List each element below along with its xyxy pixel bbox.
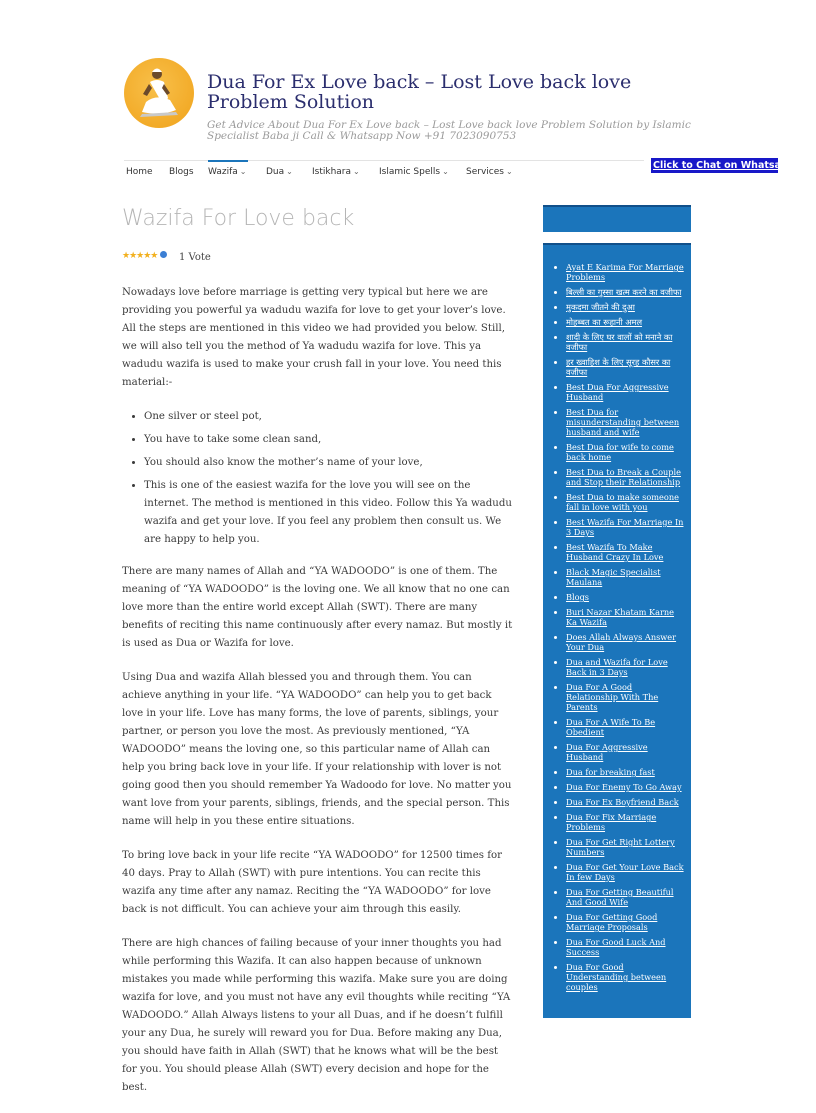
sidebar-link[interactable]: Dua For Ex Boyfriend Back xyxy=(566,797,679,807)
sidebar-link[interactable]: Best Dua for misunderstanding between husband and wife xyxy=(566,407,680,437)
sidebar-links-widget xyxy=(543,243,691,1018)
sidebar-link[interactable]: बिल्ली का गुस्सा खत्म करने का वजीफा xyxy=(566,287,682,297)
sidebar-link[interactable]: Best Dua For Aggressive Husband xyxy=(566,382,669,402)
chevron-down-icon: ⌄ xyxy=(505,167,513,176)
sidebar-link-item[interactable] xyxy=(566,262,685,282)
sidebar-widget-header xyxy=(543,205,691,232)
sidebar-link-item[interactable] xyxy=(566,382,685,402)
sidebar-link-item[interactable] xyxy=(566,767,685,777)
sidebar-link[interactable]: Dua For Get Right Lottery Numbers xyxy=(566,837,675,857)
list-item: • You have to take some clean sand, xyxy=(144,431,514,449)
list-item: • This is one of the easiest wazifa for the love you will see on the internet. The method is mentioned in this video. Follow this Ya wadudu wazifa and get your love. If you feel any problem then consult us. We are happy to help you. xyxy=(144,477,514,549)
sidebar-link-list xyxy=(566,262,685,992)
article-body xyxy=(122,284,514,1113)
sidebar-link-item[interactable] xyxy=(566,632,685,652)
nav-item-istikhara[interactable]: Istikhara ⌄ xyxy=(312,167,360,177)
sidebar-link-item[interactable] xyxy=(566,592,685,602)
sidebar-link-item[interactable] xyxy=(566,607,685,627)
sidebar-link-item[interactable] xyxy=(566,442,685,462)
chevron-down-icon: ⌄ xyxy=(442,167,449,176)
sidebar-link-item[interactable] xyxy=(566,492,685,512)
nav-item-services[interactable]: Services ⌄ xyxy=(466,167,513,177)
sidebar-link[interactable]: Dua For Enemy To Go Away xyxy=(566,782,682,792)
sidebar-link-item[interactable] xyxy=(566,717,685,737)
sidebar-link[interactable]: शादी के लिए घर वालों को मनाने का वजीफा xyxy=(566,332,673,352)
sidebar-link-item[interactable] xyxy=(566,782,685,792)
nav-item-islamic-spells[interactable]: Islamic Spells ⌄ xyxy=(379,167,449,177)
site-description: Get Advice About Dua For Ex Love back – Lost Love back love Problem Solution by Islamic Specialist Baba ji Call & Whatsapp Now +91 7023090753 xyxy=(207,119,691,142)
chevron-down-icon: ⌄ xyxy=(353,167,360,176)
sidebar-link[interactable]: Dua for breaking fast xyxy=(566,767,655,777)
sidebar-link[interactable]: Dua For A Wife To Be Obedient xyxy=(566,717,656,737)
sidebar-link-item[interactable] xyxy=(566,467,685,487)
sidebar-link-item[interactable] xyxy=(566,937,685,957)
sidebar-link-item[interactable] xyxy=(566,407,685,437)
sidebar-link-item[interactable] xyxy=(566,797,685,807)
sidebar-link[interactable]: Best Dua for wife to come back home xyxy=(566,442,674,462)
sidebar-link[interactable]: Dua and Wazifa for Love Back in 3 Days xyxy=(566,657,668,677)
sidebar-link-item[interactable] xyxy=(566,302,685,312)
site-title[interactable]: Dua For Ex Love back – Lost Love back love Problem Solution xyxy=(207,71,632,113)
sidebar-link-item[interactable] xyxy=(566,332,685,352)
sidebar-link-item[interactable] xyxy=(566,682,685,712)
page-title: Wazifa For Love back xyxy=(122,206,355,231)
nav-item-home[interactable]: Home xyxy=(126,167,153,177)
sidebar-link[interactable]: Dua For A Good Relationship With The Parents xyxy=(566,682,659,712)
sidebar-link[interactable]: Dua For Aggressive Husband xyxy=(566,742,648,762)
info-icon[interactable] xyxy=(160,251,167,258)
sidebar-link-item[interactable] xyxy=(566,812,685,832)
sidebar-link[interactable]: हर ख्वाहिश के लिए सूरह कौसर का वजीफा xyxy=(566,357,671,377)
praying-man-logo-icon[interactable] xyxy=(124,58,194,128)
list-item: • One silver or steel pot, xyxy=(144,408,514,426)
paragraph: There are many names of Allah and “YA WADOODO” is one of them. The meaning of “YA WADOODO” is the loving one. We all know that no one can love more than the entire world except Allah (SWT). There are many benefits of reciting this name continuously after every namaz. But mostly it is used as Dua or Wazifa for love. xyxy=(122,566,513,649)
sidebar-link[interactable]: Black Magic Specialist Maulana xyxy=(566,567,661,587)
sidebar-link[interactable]: Best Wazifa To Make Husband Crazy In Love xyxy=(566,542,664,562)
materials-list xyxy=(144,408,514,549)
nav-item-dua[interactable]: Dua ⌄ xyxy=(266,167,293,177)
sidebar-link[interactable]: मोहब्बत का रूहानी अमल xyxy=(566,317,643,327)
chevron-down-icon: ⌄ xyxy=(286,167,293,176)
sidebar-link[interactable]: Dua For Get Your Love Back In few Days xyxy=(566,862,684,882)
paragraph: There are high chances of failing because of your inner thoughts you had while performing this Wazifa. It can also happen because of unknown mistakes you made while performing this wazifa. Make sure you are doing wazifa for love, and you must not have any evil thoughts while reciting “YA WADOODO.” Allah Always listens to your all Duas, and if he doesn’t fulfill your any Dua, he surely will reward you for Dua. Before making any Dua, you should have faith in Allah (SWT) that he knows what will be the best for you. You should please Allah (SWT) every decision and hope for the best. xyxy=(122,938,511,1093)
sidebar-link-item[interactable] xyxy=(566,567,685,587)
sidebar-link-item[interactable] xyxy=(566,542,685,562)
sidebar-link[interactable]: Ayat E Karima For Marriage Problems xyxy=(566,262,684,282)
sidebar-link-item[interactable] xyxy=(566,837,685,857)
list-item: • You should also know the mother’s name of your love, xyxy=(144,454,514,472)
sidebar-link[interactable]: Blogs xyxy=(566,592,590,602)
sidebar-link-item[interactable] xyxy=(566,517,685,537)
sidebar-link[interactable]: Dua For Good Luck And Success xyxy=(566,937,666,957)
nav-item-blogs[interactable]: Blogs xyxy=(169,167,194,177)
sidebar-link[interactable]: Best Dua to make someone fall in love with you xyxy=(566,492,679,512)
star-rating[interactable] xyxy=(122,250,167,262)
sidebar-link-item[interactable] xyxy=(566,912,685,932)
sidebar-link-item[interactable] xyxy=(566,742,685,762)
paragraph: To bring love back in your life recite “YA WADOODO” for 12500 times for 40 days. Pray to Allah (SWT) with pure intentions. You can recite this wazifa any time after any namaz. Reciting the “YA WADOODO” for love back is not difficult. You can achieve your aim through this easily. xyxy=(122,850,502,915)
whatsapp-chat-link[interactable]: Click to Chat on Whatsapp xyxy=(653,160,795,171)
sidebar-link[interactable]: Dua For Getting Good Marriage Proposals xyxy=(566,912,658,932)
active-tab-indicator xyxy=(208,160,248,162)
main-navigation xyxy=(124,160,644,184)
sidebar-link[interactable]: Does Allah Always Answer Your Dua xyxy=(566,632,677,652)
sidebar-link[interactable]: Dua For Getting Beautiful And Good Wife xyxy=(566,887,674,907)
star-icon[interactable]: ★★★★★ xyxy=(122,251,158,261)
sidebar-link[interactable]: Dua For Fix Marriage Problems xyxy=(566,812,657,832)
paragraph: Using Dua and wazifa Allah blessed you and through them. You can achieve anything in your life. “YA WADOODO” can help you to get back love in your life. Love has many forms, the love of parents, siblings, your partner, or person you love the most. As previously mentioned, “YA WADOODO” means the loving one, so this particular name of Allah can help you bring back love in your life. If your relationship with lover is not going good then you should remember Ya Wadoodo for love. No matter you want love from your parents, siblings, friends, and the special person. This name will help in you these entire situations. xyxy=(122,672,512,827)
sidebar-link-item[interactable] xyxy=(566,287,685,297)
sidebar-link-item[interactable] xyxy=(566,887,685,907)
sidebar-link[interactable]: Buri Nazar Khatam Karne Ka Wazifa xyxy=(566,607,675,627)
paragraph: Nowadays love before marriage is getting very typical but here we are providing you powerful ya wadudu wazifa for love to get your lover’s love. All the steps are mentioned in this video we had provided you below. Still, we will also tell you the method of Ya wadudu wazifa for love. This ya wadudu wazifa is used to make your crush fall in your love. You need this material:- xyxy=(122,287,506,388)
sidebar-link[interactable]: Best Wazifa For Marriage In 3 Days xyxy=(566,517,684,537)
sidebar-link[interactable]: मुकदमा जीतने की दुआ xyxy=(566,302,635,312)
sidebar-link-item[interactable] xyxy=(566,317,685,327)
sidebar-link-item[interactable] xyxy=(566,962,685,992)
sidebar-link-item[interactable] xyxy=(566,357,685,377)
sidebar-link-item[interactable] xyxy=(566,862,685,882)
sidebar-link[interactable]: Dua For Good Understanding between couples xyxy=(566,962,667,992)
vote-count: 1 Vote xyxy=(179,252,211,263)
sidebar-link[interactable]: Best Dua to Break a Couple and Stop their Relationship xyxy=(566,467,681,487)
nav-item-wazifa[interactable]: Wazifa ⌄ xyxy=(208,167,247,177)
chevron-down-icon: ⌄ xyxy=(239,167,247,176)
sidebar-link-item[interactable] xyxy=(566,657,685,677)
